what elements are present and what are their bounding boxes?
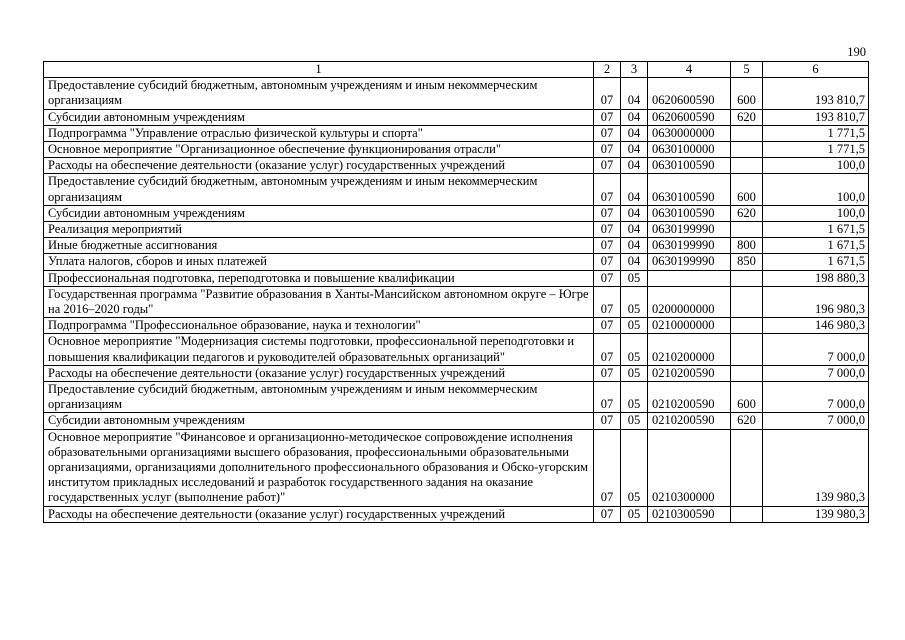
row-subsection: 04 — [621, 174, 648, 205]
row-expense-type — [731, 286, 763, 317]
row-name: Расходы на обеспечение деятельности (оказание услуг) государственных учреждений — [44, 158, 594, 174]
header-col-2: 2 — [594, 62, 621, 78]
row-amount: 7 000,0 — [763, 334, 869, 365]
row-section: 07 — [594, 78, 621, 109]
table-body — [44, 78, 869, 523]
row-amount: 1 771,5 — [763, 125, 869, 141]
row-expense-type: 800 — [731, 238, 763, 254]
row-target-article: 0620600590 — [648, 78, 731, 109]
row-expense-type — [731, 506, 763, 522]
header-row — [44, 62, 869, 78]
row-expense-type — [731, 270, 763, 286]
row-name: Реализация мероприятий — [44, 222, 594, 238]
table-row — [44, 142, 869, 158]
row-target-article: 0630000000 — [648, 125, 731, 141]
header-col-5: 5 — [731, 62, 763, 78]
row-section: 07 — [594, 142, 621, 158]
row-name: Субсидии автономным учреждениям — [44, 413, 594, 429]
row-expense-type: 850 — [731, 254, 763, 270]
row-section: 07 — [594, 222, 621, 238]
table-row — [44, 365, 869, 381]
row-name: Подпрограмма "Профессиональное образование, наука и технологии" — [44, 318, 594, 334]
row-section: 07 — [594, 238, 621, 254]
row-amount: 100,0 — [763, 205, 869, 221]
row-target-article — [648, 270, 731, 286]
row-name: Основное мероприятие "Модернизация системы подготовки, профессиональной переподготовки и повышения квалификации педагогов и руководителей образовательных организаций" — [44, 334, 594, 365]
row-expense-type — [731, 158, 763, 174]
row-section: 07 — [594, 365, 621, 381]
row-name: Предоставление субсидий бюджетным, автономным учреждениям и иным некоммерческим организациям — [44, 174, 594, 205]
table-row — [44, 222, 869, 238]
row-expense-type: 600 — [731, 174, 763, 205]
row-amount: 139 980,3 — [763, 506, 869, 522]
row-subsection: 05 — [621, 506, 648, 522]
row-amount: 1 771,5 — [763, 142, 869, 158]
table-row — [44, 109, 869, 125]
table-row — [44, 125, 869, 141]
row-amount: 100,0 — [763, 158, 869, 174]
table-row — [44, 318, 869, 334]
table-row — [44, 413, 869, 429]
row-name: Профессиональная подготовка, переподготовка и повышение квалификации — [44, 270, 594, 286]
row-section: 07 — [594, 413, 621, 429]
row-subsection: 05 — [621, 286, 648, 317]
row-section: 07 — [594, 174, 621, 205]
row-subsection: 05 — [621, 413, 648, 429]
row-target-article: 0210200590 — [648, 365, 731, 381]
table-row — [44, 506, 869, 522]
table-row — [44, 382, 869, 413]
row-target-article: 0630100590 — [648, 174, 731, 205]
row-subsection: 05 — [621, 429, 648, 506]
row-subsection: 04 — [621, 254, 648, 270]
row-subsection: 05 — [621, 334, 648, 365]
row-subsection: 04 — [621, 125, 648, 141]
row-target-article: 0210300590 — [648, 506, 731, 522]
row-subsection: 05 — [621, 318, 648, 334]
row-subsection: 04 — [621, 142, 648, 158]
table-row — [44, 78, 869, 109]
row-target-article: 0630199990 — [648, 222, 731, 238]
table-row — [44, 270, 869, 286]
row-section: 07 — [594, 318, 621, 334]
row-section: 07 — [594, 125, 621, 141]
row-name: Основное мероприятие "Финансовое и организационно-методическое сопровождение исполнения образовательными организациями высшего образования, профессиональными образовательными организациями, организациями дополнительного профессионального образования и Обско-угорским институтом прикладных исследований и разработок государственного задания на оказание государственных услуг (выполнение работ)" — [44, 429, 594, 506]
table-row — [44, 205, 869, 221]
budget-table — [43, 61, 869, 523]
row-section: 07 — [594, 382, 621, 413]
row-subsection: 05 — [621, 382, 648, 413]
header-col-1: 1 — [44, 62, 594, 78]
row-expense-type — [731, 222, 763, 238]
row-amount: 7 000,0 — [763, 413, 869, 429]
row-target-article: 0210200590 — [648, 413, 731, 429]
row-expense-type — [731, 429, 763, 506]
row-name: Иные бюджетные ассигнования — [44, 238, 594, 254]
row-target-article: 0210200000 — [648, 334, 731, 365]
table-row — [44, 158, 869, 174]
row-amount: 193 810,7 — [763, 78, 869, 109]
row-name: Уплата налогов, сборов и иных платежей — [44, 254, 594, 270]
row-amount: 193 810,7 — [763, 109, 869, 125]
row-target-article: 0200000000 — [648, 286, 731, 317]
row-target-article: 0210300000 — [648, 429, 731, 506]
row-name: Подпрограмма "Управление отраслью физической культуры и спорта" — [44, 125, 594, 141]
row-amount: 196 980,3 — [763, 286, 869, 317]
row-section: 07 — [594, 109, 621, 125]
row-name: Предоставление субсидий бюджетным, автономным учреждениям и иным некоммерческим организациям — [44, 382, 594, 413]
row-amount: 146 980,3 — [763, 318, 869, 334]
header-col-3: 3 — [621, 62, 648, 78]
row-section: 07 — [594, 286, 621, 317]
row-subsection: 04 — [621, 158, 648, 174]
row-name: Расходы на обеспечение деятельности (оказание услуг) государственных учреждений — [44, 365, 594, 381]
row-section: 07 — [594, 254, 621, 270]
row-target-article: 0630199990 — [648, 238, 731, 254]
row-expense-type: 620 — [731, 109, 763, 125]
row-subsection: 04 — [621, 109, 648, 125]
row-subsection: 04 — [621, 238, 648, 254]
row-name: Государственная программа "Развитие образования в Ханты-Мансийском автономном округе – Югре на 2016–2020 годы" — [44, 286, 594, 317]
row-target-article: 0630100590 — [648, 158, 731, 174]
table-row — [44, 334, 869, 365]
table-row — [44, 238, 869, 254]
header-col-4: 4 — [648, 62, 731, 78]
row-amount: 139 980,3 — [763, 429, 869, 506]
row-expense-type — [731, 334, 763, 365]
row-amount: 198 880,3 — [763, 270, 869, 286]
row-subsection: 05 — [621, 270, 648, 286]
row-expense-type — [731, 125, 763, 141]
page-number: 190 — [847, 45, 866, 59]
row-name: Основное мероприятие "Организационное обеспечение функционирования отрасли" — [44, 142, 594, 158]
row-name: Субсидии автономным учреждениям — [44, 109, 594, 125]
row-expense-type: 620 — [731, 205, 763, 221]
table-row — [44, 429, 869, 506]
row-target-article: 0630199990 — [648, 254, 731, 270]
row-target-article: 0210200590 — [648, 382, 731, 413]
header-col-6: 6 — [763, 62, 869, 78]
row-target-article: 0630100000 — [648, 142, 731, 158]
row-name: Предоставление субсидий бюджетным, автономным учреждениям и иным некоммерческим организациям — [44, 78, 594, 109]
row-section: 07 — [594, 270, 621, 286]
row-target-article: 0620600590 — [648, 109, 731, 125]
row-target-article: 0210000000 — [648, 318, 731, 334]
table-row — [44, 254, 869, 270]
row-subsection: 04 — [621, 205, 648, 221]
row-subsection: 04 — [621, 78, 648, 109]
table-row — [44, 286, 869, 317]
row-amount: 7 000,0 — [763, 365, 869, 381]
row-amount: 1 671,5 — [763, 222, 869, 238]
row-amount: 1 671,5 — [763, 238, 869, 254]
row-section: 07 — [594, 429, 621, 506]
row-amount: 1 671,5 — [763, 254, 869, 270]
row-section: 07 — [594, 205, 621, 221]
row-section: 07 — [594, 334, 621, 365]
row-section: 07 — [594, 506, 621, 522]
row-name: Расходы на обеспечение деятельности (оказание услуг) государственных учреждений — [44, 506, 594, 522]
row-expense-type: 600 — [731, 382, 763, 413]
row-section: 07 — [594, 158, 621, 174]
row-expense-type: 620 — [731, 413, 763, 429]
row-expense-type — [731, 318, 763, 334]
row-expense-type: 600 — [731, 78, 763, 109]
row-target-article: 0630100590 — [648, 205, 731, 221]
row-name: Субсидии автономным учреждениям — [44, 205, 594, 221]
row-expense-type — [731, 365, 763, 381]
row-subsection: 05 — [621, 365, 648, 381]
row-subsection: 04 — [621, 222, 648, 238]
table-row — [44, 174, 869, 205]
row-expense-type — [731, 142, 763, 158]
row-amount: 7 000,0 — [763, 382, 869, 413]
row-amount: 100,0 — [763, 174, 869, 205]
